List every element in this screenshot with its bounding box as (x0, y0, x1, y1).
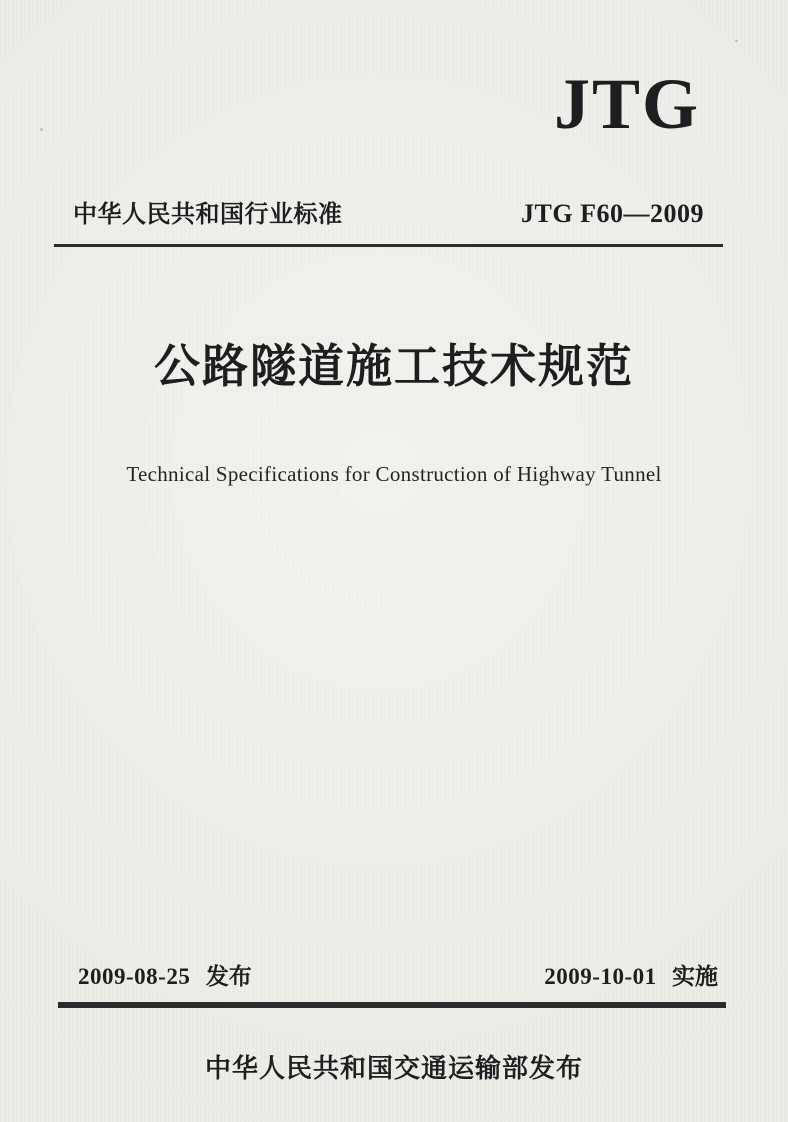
effective-label: 实施 (672, 963, 718, 989)
header-rule (54, 244, 723, 247)
main-title-zh: 公路隧道施工技术规范 (154, 341, 634, 392)
main-title-en: Technical Specifications for Construction of Highway Tunnel (126, 462, 662, 486)
dates-row (78, 958, 718, 991)
scan-speck (40, 128, 43, 131)
standard-header-row (0, 194, 788, 229)
scan-speck (735, 40, 738, 42)
issue-date-group (78, 958, 252, 991)
footer-rule (58, 1002, 726, 1008)
effective-date: 2009-10-01 (544, 964, 657, 989)
standard-type-label: 中华人民共和国行业标准 (73, 201, 343, 228)
effective-date-group (544, 958, 718, 991)
issue-date: 2009-08-25 (78, 964, 191, 989)
publisher-line: 中华人民共和国交通运输部发布 (204, 1053, 583, 1083)
standard-code: JTG F60—2009 (521, 199, 704, 228)
jtg-logo: JTG (553, 64, 700, 144)
issue-label: 发布 (205, 963, 252, 989)
